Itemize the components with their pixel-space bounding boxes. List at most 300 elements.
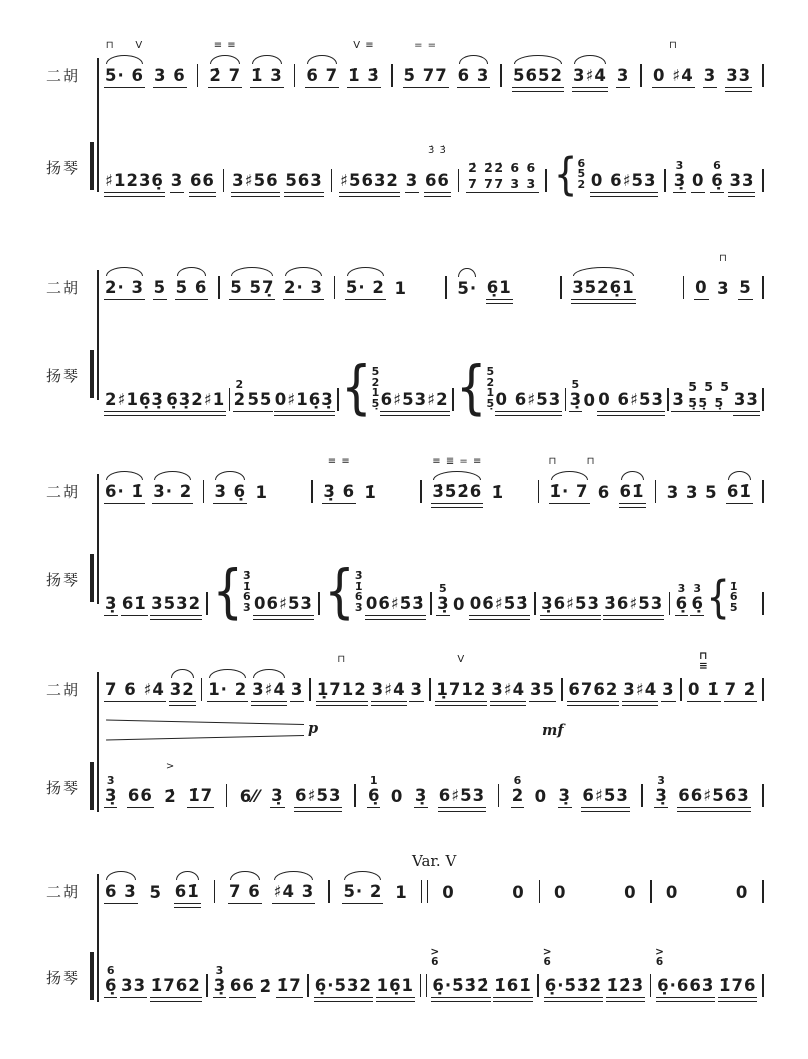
yangqin-staff <box>40 354 776 422</box>
note-group <box>725 66 752 88</box>
note-group <box>469 594 530 616</box>
note-text: 6♯53 <box>438 786 486 808</box>
note-text: 2· 3 <box>283 278 324 300</box>
barline <box>218 276 220 299</box>
stacked-top-marks <box>699 651 709 671</box>
note-text: 0 <box>452 595 466 614</box>
note-text: 6 3 <box>457 66 491 88</box>
octave-dyad <box>675 584 688 616</box>
dyad-lower-note: 6̣ <box>690 594 703 616</box>
note-group <box>687 650 721 702</box>
note-group <box>120 976 147 998</box>
octave-dyad <box>710 161 723 193</box>
barline <box>762 678 764 701</box>
note-group <box>665 883 679 904</box>
note-text: 3 <box>405 171 419 193</box>
note-group <box>229 278 275 300</box>
measure-cells <box>104 354 766 422</box>
double-barline <box>421 880 428 903</box>
dyad-lower-note: 3̣ <box>436 594 449 616</box>
note-group <box>104 278 145 300</box>
chord-note: 3 <box>354 600 363 614</box>
bow-finger-mark: ≡ ≡ <box>213 40 237 51</box>
note-group <box>290 680 304 702</box>
note-group <box>174 882 201 904</box>
barline <box>565 388 567 411</box>
erhu-staff <box>40 40 776 88</box>
octave-dyad <box>511 776 524 808</box>
note-group <box>540 594 601 616</box>
note-group <box>347 40 381 88</box>
note-group <box>738 278 752 300</box>
note-group <box>153 278 167 300</box>
note-group <box>623 883 637 904</box>
note-text: 3· 2 <box>152 482 193 504</box>
note-group <box>393 279 407 300</box>
note-text: 6̣·5̇3̇2̇ <box>544 976 603 998</box>
barline <box>206 592 208 615</box>
note-text: 3 <box>717 279 730 298</box>
note-text: 0 ♯4 <box>652 66 695 88</box>
note-group <box>165 390 226 412</box>
dyad-upper-note: 3 <box>215 964 224 977</box>
note-text: 7 6 ♯4 <box>104 680 166 702</box>
note-group <box>616 66 630 88</box>
note-text: 3♯4 <box>490 680 526 702</box>
measure-cells <box>104 145 766 201</box>
note-text: 3 <box>170 171 184 193</box>
note-text: 5 <box>153 278 167 300</box>
chord-note: 6 <box>577 156 586 170</box>
note-group <box>582 391 596 412</box>
chord-note: 5 <box>729 600 738 614</box>
chord-note: 1̇ <box>243 579 251 593</box>
note-text: 3 <box>661 680 675 702</box>
note-text: 7 2̇ <box>724 680 758 702</box>
note-text: 1̇ <box>364 483 377 502</box>
note-text: 61̇ <box>726 482 753 504</box>
erhu-staff <box>40 650 776 702</box>
note-text: 61̇ <box>121 594 148 616</box>
arpeggio-brace: { <box>324 558 355 626</box>
note-group <box>490 680 526 702</box>
note-group <box>231 171 279 193</box>
note-text: 3̣ <box>104 594 118 616</box>
note-group <box>150 594 202 616</box>
note-group <box>438 786 486 808</box>
note-group <box>251 680 287 702</box>
note-text: 3̇5̇2̇6 <box>431 482 483 504</box>
arpeggio-chord <box>324 558 363 626</box>
note-group <box>567 680 619 702</box>
octave-dyad <box>233 380 246 412</box>
upper-voice: 5 5 5 <box>688 379 731 394</box>
system-1 <box>40 40 776 219</box>
note-group <box>274 390 335 412</box>
note-group <box>345 278 386 300</box>
barline <box>309 678 311 701</box>
spacer <box>578 903 612 904</box>
note-group <box>250 66 284 88</box>
note-group <box>456 279 478 300</box>
note-text: 0 <box>583 391 596 410</box>
barline <box>762 480 764 503</box>
barline <box>762 276 764 299</box>
note-text: 2· 3 <box>104 278 145 300</box>
note-group <box>104 482 145 504</box>
note-text: 3532 <box>150 594 202 616</box>
note-group <box>542 946 603 998</box>
note-text: 61̇ <box>619 482 646 504</box>
chord-note: 2 <box>577 177 586 191</box>
stacked-top-marks <box>430 947 440 967</box>
note-text: ♯5632 <box>339 171 400 193</box>
note-text: 5 <box>149 883 162 902</box>
yangqin-staff <box>40 145 776 201</box>
note-group <box>572 66 608 88</box>
instrument-label-yangqin: 扬琴 <box>46 159 81 177</box>
upper-voice: 2̇ 2̇2̇ 6 6 <box>468 160 537 175</box>
accent-mark: > <box>542 946 553 958</box>
bow-finger-mark: V <box>457 654 466 665</box>
instrument-label-yangqin: 扬琴 <box>46 367 81 385</box>
bow-finger-mark: ≡ ≣ = ≡ <box>432 456 483 467</box>
note-text: 16̣1 <box>376 976 415 998</box>
chord-note: 1̇ <box>729 579 738 593</box>
note-group <box>376 976 415 998</box>
note-group <box>153 66 187 88</box>
chord-note: 5̣ <box>486 396 495 410</box>
note-group <box>149 883 163 904</box>
note-group <box>208 40 242 88</box>
stacked-top-marks <box>655 947 665 967</box>
dyad-lower-note: 3̣ <box>213 976 226 998</box>
note-text: 2♯16̣3̣ <box>104 390 165 412</box>
barline <box>538 480 540 503</box>
chord-note: 2 <box>486 375 495 389</box>
note-group <box>486 278 513 300</box>
note-text: 0 <box>694 278 708 300</box>
barline <box>762 64 764 87</box>
yangqin-staff <box>40 761 776 808</box>
chord-note: 5 <box>371 365 380 378</box>
barline <box>214 880 216 903</box>
note-group <box>305 66 339 88</box>
chord-note: 6 <box>354 590 363 603</box>
spacer <box>643 299 673 300</box>
note-text: 3 <box>409 680 423 702</box>
note-group <box>493 976 532 998</box>
note-group <box>104 594 118 616</box>
note-text: 3♯4 <box>622 680 658 702</box>
note-text: 6̣1 <box>486 278 513 300</box>
octave-dyad <box>104 966 117 998</box>
arpeggio-chord <box>553 148 586 201</box>
chord-note: 5 <box>577 167 586 181</box>
note-text: 0 <box>691 171 705 193</box>
note-text: ♯4 3 <box>272 882 315 904</box>
dyad-lower-note: 3̣ <box>104 786 117 808</box>
arpeggio-chord <box>341 354 380 422</box>
dyad-upper-note: 6 <box>106 964 115 977</box>
note-group <box>390 787 404 808</box>
note-group <box>170 171 184 193</box>
barline <box>545 169 547 192</box>
accent-mark: > <box>655 946 665 958</box>
note-text: 3♯56 <box>231 171 279 193</box>
note-text: 0 <box>735 883 749 902</box>
chord-notes <box>577 156 586 191</box>
note-text: 5· <box>457 279 478 298</box>
note-group <box>284 171 323 193</box>
note-group <box>726 482 753 504</box>
note-text: 5· 6 <box>104 66 145 88</box>
bow-finger-mark: ⊓ ⊓ <box>548 456 596 467</box>
chord-note: 2 <box>371 375 380 389</box>
note-text: 1· 2 <box>207 680 248 702</box>
instrument-label-yangqin: 扬琴 <box>46 779 81 797</box>
note-group <box>339 171 400 193</box>
note-text: 6· 1̇ <box>104 482 145 504</box>
note-text: 3♯4 <box>251 680 287 702</box>
measure-cells <box>104 761 766 808</box>
note-group <box>661 680 675 702</box>
note-text: 0 6♯53 <box>495 390 563 412</box>
yangqin-staff <box>40 558 776 626</box>
note-group <box>342 882 383 904</box>
dyad-upper-note: 3 <box>675 159 684 172</box>
barline <box>498 784 500 807</box>
note-text: 6 7 <box>305 66 339 88</box>
dyad-lower-note: 6̣ <box>104 976 117 998</box>
note-text: 6̣·532 <box>314 976 373 998</box>
barline <box>762 784 764 807</box>
instrument-label-yangqin: 扬琴 <box>46 571 81 589</box>
accent-mark: > <box>430 946 441 958</box>
arpeggio-brace: { <box>553 148 578 201</box>
dyad-upper-note: 1 <box>369 774 378 787</box>
barline <box>641 784 643 807</box>
spacer <box>740 615 758 616</box>
note-group <box>363 483 377 504</box>
note-text: 6̣·663̇ <box>656 976 715 998</box>
note-group <box>606 976 645 998</box>
note-text: 6 <box>597 483 611 502</box>
note-text: 1̇2̇3̇ <box>606 976 645 998</box>
note-text: 6 3 <box>104 882 138 904</box>
note-group <box>619 482 646 504</box>
note-text: 3̣ <box>558 786 572 808</box>
note-group <box>414 786 428 808</box>
barline <box>537 974 539 997</box>
barline <box>762 880 764 903</box>
barline <box>452 388 454 411</box>
note-group <box>581 786 629 808</box>
instrument-label-erhu: 二胡 <box>46 883 81 901</box>
note-text: 66 <box>127 786 154 808</box>
instrument-label-erhu: 二胡 <box>46 483 81 501</box>
measure-cells <box>104 40 766 88</box>
instrument-label-erhu: 二胡 <box>46 67 81 85</box>
note-text: 1̇· 7 <box>549 482 590 504</box>
arpeggio-chord <box>455 354 495 422</box>
lower-voice: 5̣5̣ 5̣ <box>686 396 732 413</box>
barline <box>430 592 432 615</box>
note-text: 0 1̇ <box>687 680 721 702</box>
note-text: ♯1236̣ <box>104 171 165 193</box>
note-group <box>127 786 154 808</box>
note-group <box>104 171 165 193</box>
note-group <box>735 883 749 904</box>
note-group <box>270 786 284 808</box>
dynamic-mf: mf <box>542 722 564 739</box>
barline <box>307 974 309 997</box>
note-group <box>512 66 564 88</box>
arpeggio-brace: { <box>341 354 372 422</box>
note-group <box>671 390 685 412</box>
octave-dyad <box>654 776 667 808</box>
note-text: 33 <box>120 976 147 998</box>
dyad-lower-note: 6̣ <box>367 786 380 808</box>
chord-note: 3 <box>243 600 251 614</box>
note-text: 0 <box>390 787 404 806</box>
note-text: 3̣ <box>414 786 428 808</box>
octave-dyad <box>367 776 380 808</box>
note-text: 61̇ <box>174 882 201 904</box>
note-group <box>548 456 596 504</box>
barline <box>560 276 562 299</box>
note-text: 563 <box>284 171 323 193</box>
arpeggio-brace: { <box>706 571 730 624</box>
instrument-label-yangqin: 扬琴 <box>46 969 81 987</box>
note-group <box>104 680 166 702</box>
bow-finger-mark: ⊓ <box>718 253 728 264</box>
dyad-upper-note: 3 <box>657 774 665 787</box>
note-text: 3 <box>616 66 630 88</box>
two-voice-group <box>466 161 539 193</box>
note-text: 66♯563 <box>677 786 750 808</box>
spacer <box>276 503 302 504</box>
upper-octave-note: 6 <box>431 956 440 968</box>
note-text: 6♯53♯2 <box>380 390 450 412</box>
note-group <box>169 680 196 702</box>
note-text: 33 <box>725 66 752 88</box>
note-group <box>175 278 209 300</box>
dyad-lower-note: 2 <box>233 390 246 412</box>
barline <box>420 480 422 503</box>
note-group <box>511 883 525 904</box>
note-text: 1 <box>395 883 408 902</box>
note-group <box>718 976 757 998</box>
note-text: 1 <box>394 279 407 298</box>
chord-note: 6 <box>729 590 738 604</box>
note-group <box>104 390 165 412</box>
chord-note: 1 <box>371 386 380 399</box>
note-text: 0 <box>534 787 548 806</box>
note-group <box>104 40 145 88</box>
barline <box>650 974 652 997</box>
octave-dyad <box>569 380 582 412</box>
dyad-upper-note: 5̇ <box>439 582 447 595</box>
note-group <box>405 171 419 193</box>
note-group <box>403 40 449 88</box>
note-text: 66 <box>424 171 451 193</box>
note-group <box>435 654 487 702</box>
barline <box>201 678 203 701</box>
dyad-upper-note: 6 <box>713 159 721 172</box>
note-group <box>495 390 563 412</box>
note-text: 2̇ 7 <box>208 66 242 88</box>
barline <box>667 388 669 411</box>
arpeggio-chord <box>706 571 738 624</box>
barline <box>762 169 764 192</box>
note-text: 1̇76 <box>718 976 757 998</box>
barline <box>534 592 536 615</box>
barline <box>294 64 296 87</box>
measure-cells <box>104 558 766 626</box>
barline <box>762 974 764 997</box>
chord-note: 5̣ <box>371 396 380 410</box>
note-group <box>716 253 730 300</box>
note-text: 1̇ 3̇ <box>347 66 381 88</box>
note-text: 6̣·5̇3̇2̇ <box>431 976 490 998</box>
note-text: 0 <box>554 883 567 902</box>
note-group <box>104 882 138 904</box>
note-text: 5̇ 77 <box>403 66 449 88</box>
note-group <box>457 66 491 88</box>
note-text: 7 6 <box>228 882 262 904</box>
barline <box>328 880 330 903</box>
dyad-upper-note: 6 <box>513 774 522 787</box>
chord-note: 6 <box>243 590 251 603</box>
chord-note: 3̇ <box>243 569 251 582</box>
barline <box>762 388 764 411</box>
note-text: 6♯53 <box>294 786 342 808</box>
note-text: 55 <box>246 390 273 412</box>
barline <box>311 480 313 503</box>
erhu-staff <box>40 456 776 504</box>
bow-finger-mark: ⊓ <box>668 40 678 51</box>
note-text: 5· 2 <box>342 882 383 904</box>
bow-finger-mark: V ≡ <box>353 40 375 51</box>
note-text: 2̇ <box>164 787 177 806</box>
arpeggio-brace: { <box>212 558 243 626</box>
barline <box>664 169 666 192</box>
octave-dyad <box>690 584 703 616</box>
upper-octave-note: ≡ <box>698 660 709 672</box>
note-group <box>441 883 455 904</box>
note-text: 6̣3̣2♯1 <box>165 390 226 412</box>
down-bow-icon: ⊓ <box>699 650 709 662</box>
barline <box>655 480 657 503</box>
barline <box>640 64 642 87</box>
measure-cells <box>104 650 766 702</box>
chord-notes <box>487 367 495 409</box>
note-text: 2̇ <box>259 977 273 996</box>
erhu-staff <box>40 253 776 300</box>
bow-finger-mark: 3̇ 3̇ <box>427 145 447 156</box>
note-group <box>121 594 148 616</box>
note-group <box>691 171 705 193</box>
dyad-upper-note: 5 <box>571 378 580 391</box>
spacer <box>467 903 501 904</box>
note-text: 32 <box>169 680 196 702</box>
dyad-lower-note: 6̣ <box>675 594 688 616</box>
note-group <box>283 278 324 300</box>
bow-finger-mark: > <box>165 761 176 772</box>
barline <box>650 880 652 903</box>
note-group <box>424 145 451 193</box>
